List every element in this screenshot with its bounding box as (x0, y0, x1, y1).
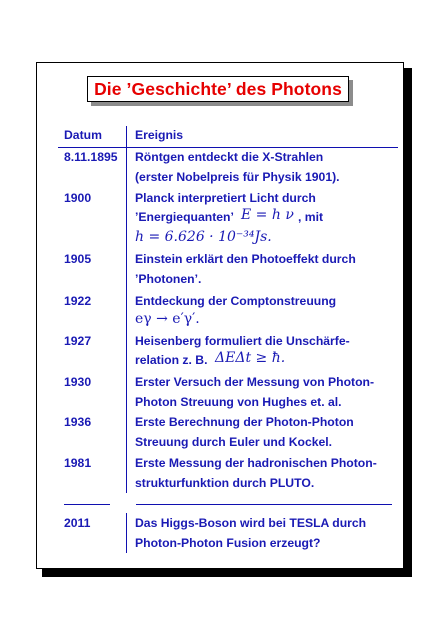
row-date: 1936 (64, 415, 92, 429)
row-event-line: strukturfunktion durch PLUTO. (135, 476, 315, 490)
table-divider (126, 148, 127, 493)
row-event-line: (erster Nobelpreis für Physik 1901). (135, 170, 340, 184)
slide-title: Die ’Geschichte’ des Photons (94, 78, 342, 99)
row-date: 1922 (64, 294, 92, 308)
row-event-line: Erste Messung der hadronischen Photon- (135, 456, 377, 470)
header-date: Datum (64, 128, 102, 142)
row-event-line: Heisenberg formuliert die Unschärfe- (135, 334, 350, 348)
formula: h = 6.626 · 10⁻³⁴Js. (135, 229, 272, 245)
row-date: 1900 (64, 191, 92, 205)
formula: eγ → e′γ′. (135, 311, 200, 327)
row-date: 1905 (64, 252, 92, 266)
row-event-line: Planck interpretiert Licht durch (135, 191, 316, 205)
formula: ΔEΔt ≥ ħ. (215, 350, 286, 366)
row-date: 1930 (64, 375, 92, 389)
row-date: 2011 (64, 516, 91, 530)
row-date: 1927 (64, 334, 92, 348)
separator-short (64, 504, 110, 505)
row-event-line: Röntgen entdeckt die X-Strahlen (135, 150, 324, 164)
row-event-line: Einstein erklärt den Photoeffekt durch (135, 252, 356, 266)
row-event-line: Photon Streuung von Hughes et. al. (135, 395, 342, 409)
row-event-line: Erste Berechnung der Photon-Photon (135, 415, 354, 429)
row-date: 1981 (64, 456, 92, 470)
row-event-line: relation z. B. (135, 353, 208, 367)
row-event-line: Streuung durch Euler und Kockel. (135, 435, 333, 449)
row-event-line: Entdeckung der Comptonstreuung (135, 294, 337, 308)
row-event-line: Photon-Photon Fusion erzeugt? (135, 536, 321, 550)
table-divider-top (126, 126, 127, 148)
table-divider-bottom (126, 513, 127, 553)
row-date: 8.11.1895 (64, 150, 118, 164)
row-event-line: ’Photonen’. (135, 272, 202, 286)
formula: E = h ν (241, 207, 294, 223)
row-event-line: ’Energiequanten’ (135, 210, 234, 224)
header-event: Ereignis (135, 128, 184, 142)
row-event-line: Das Higgs-Boson wird bei TESLA durch (135, 516, 367, 530)
row-event-line: , mit (298, 210, 324, 224)
row-event-line: Erster Versuch der Messung von Photon- (135, 375, 375, 389)
header-rule (58, 147, 398, 148)
separator-long (136, 504, 392, 505)
title-box (87, 76, 349, 102)
